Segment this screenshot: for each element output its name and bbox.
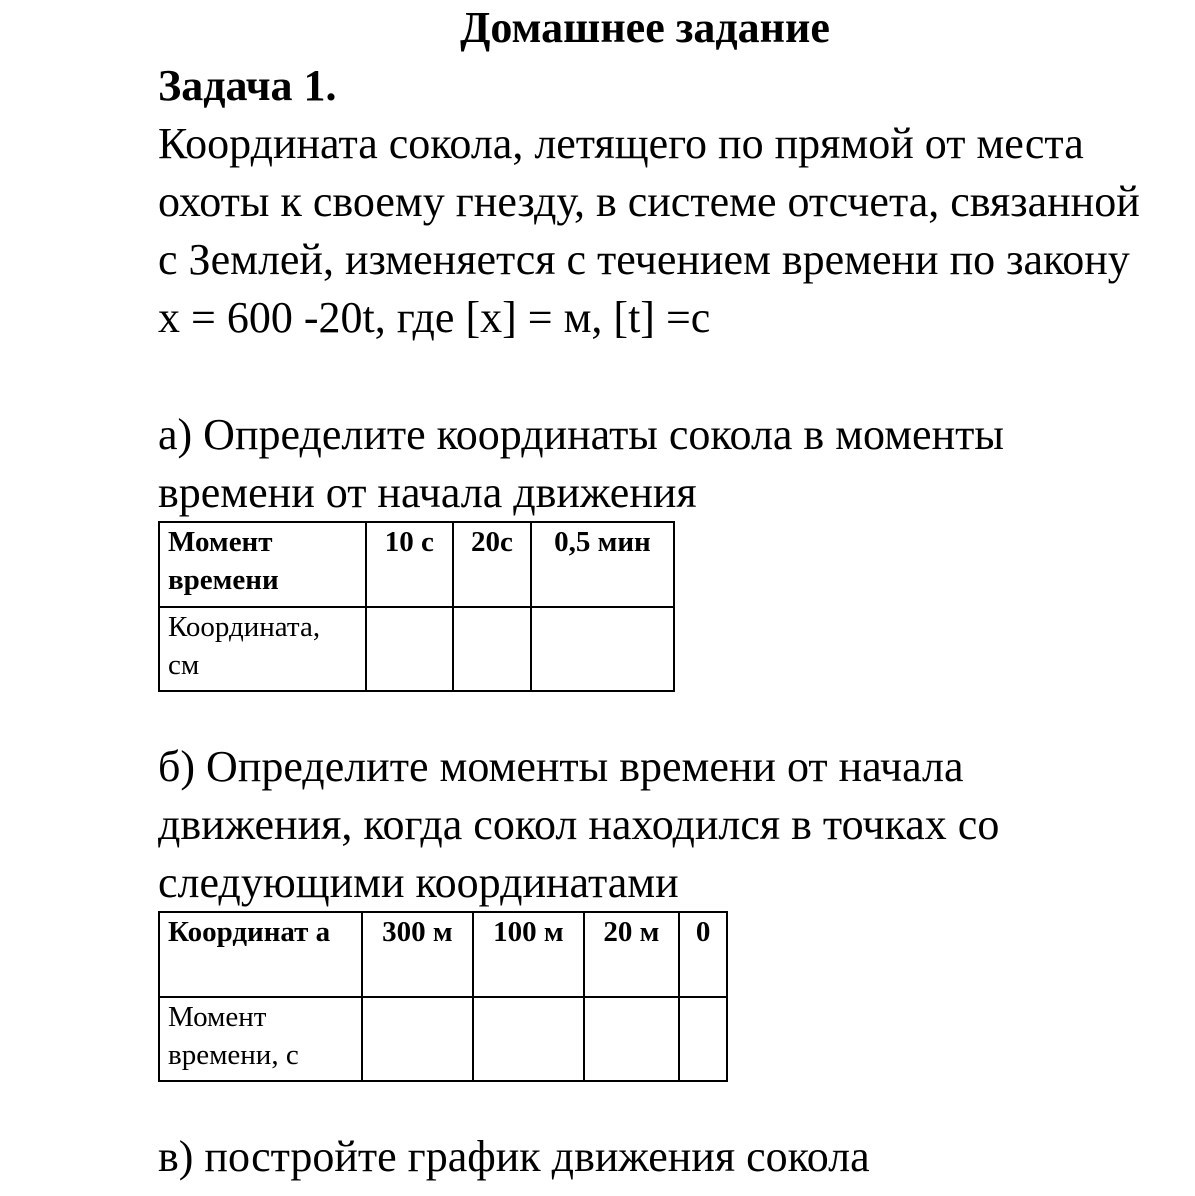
- header-cell-20s: 20с: [453, 522, 531, 607]
- header-cell-half-min: 0,5 мин: [531, 522, 674, 607]
- coordinates-table: [158, 521, 675, 692]
- header-cell-coordinate: Координат а: [159, 912, 362, 997]
- answer-cell[interactable]: [584, 997, 680, 1081]
- part-a-question: а) Определите координаты сокола в моменты времени от начала движения: [158, 410, 1004, 517]
- header-cell-10s: 10 с: [366, 522, 454, 607]
- part-b-question: б) Определите моменты времени от начала движения, когда сокол находился в точках со следующими координатами: [158, 742, 1000, 907]
- table-header-row: [159, 912, 727, 997]
- problem-statement: Координата сокола, летящего по прямой от места охоты к своему гнезду, в системе отсчета, связанной с Землей, изменяется с течением времени по закону x = 600 -20t, где [x] = м, [t] =с: [158, 119, 1140, 342]
- table-row: [159, 997, 727, 1081]
- table-header-row: [159, 522, 674, 607]
- part-c-question: в) постройте график движения сокола: [158, 1132, 870, 1181]
- table-row: [159, 607, 674, 691]
- answer-cell[interactable]: [453, 607, 531, 691]
- answer-cell[interactable]: [531, 607, 674, 691]
- header-cell-time: Момент времени: [159, 522, 366, 607]
- answer-cell[interactable]: [473, 997, 584, 1081]
- time-moments-table: [158, 911, 728, 1082]
- header-cell-20m: 20 м: [584, 912, 680, 997]
- header-cell-100m: 100 м: [473, 912, 584, 997]
- answer-cell[interactable]: [362, 997, 474, 1081]
- answer-cell[interactable]: [679, 997, 727, 1081]
- header-cell-zero: 0: [679, 912, 727, 997]
- header-cell-300m: 300 м: [362, 912, 474, 997]
- row-label-coordinate: Координата, см: [159, 607, 366, 691]
- row-label-time-moment: Момент времени, с: [159, 997, 362, 1081]
- page-title: Домашнее задание: [460, 3, 830, 52]
- answer-cell[interactable]: [366, 607, 454, 691]
- task-heading: Задача 1.: [158, 61, 337, 110]
